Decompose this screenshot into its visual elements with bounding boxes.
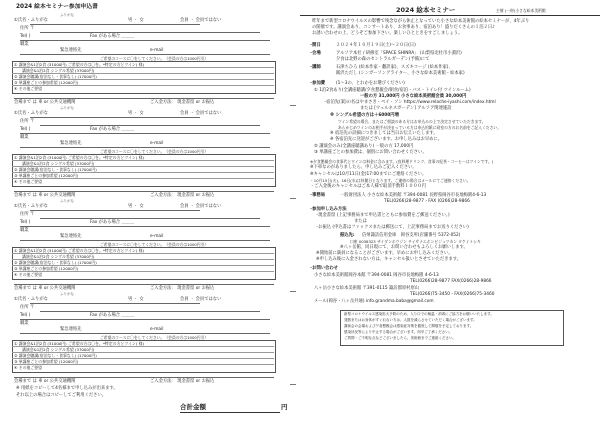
- furi: ふりがな: [60, 13, 74, 17]
- cut-mark: [290, 198, 296, 199]
- venue-dinner: 夕食は北野の森のセントラルガーデン(予備)にて: [336, 57, 430, 62]
- contact-okaya: 小さな絵本美術館岡谷本館 〒394-0081 岡谷市長地梅園 4-6-13: [314, 273, 439, 278]
- job: 職業: [20, 321, 29, 326]
- fee-option-2: ② 講演会のみ(全講座聴講あり) 一般の方 17,000円: [314, 144, 414, 149]
- tel: Tel( ): [20, 34, 31, 39]
- contact-okaya-tel: TEL(0266)28-9877 FAX(0266)28-9866: [410, 279, 492, 284]
- tel: Tel( ): [20, 313, 31, 318]
- name-label: ①氏名・ふりがな: [14, 18, 48, 23]
- course-head: ご希望のコースに〇をしてください。（会員の方は1000円引）: [100, 335, 209, 340]
- intro-line: の開催です。講演会あり、コンサートあり、お食事あり、宿泊あり！盛りだくさんの１泊２日♪: [312, 25, 495, 30]
- covid-notice: 感染状況等により中止する場合がございます。何卒ご了承ください。: [344, 330, 453, 334]
- furi: ふりがな: [60, 106, 74, 110]
- form-input-line[interactable]: [40, 32, 260, 33]
- name-label: ①氏名・ふりがな: [14, 111, 48, 116]
- lecturer-2: 飯沢ただし (シンガーソングライター、小さな絵本美術館・絵本家): [336, 71, 465, 76]
- office-tel: TEL(0266)28-9877・FAX (0266)28-9866: [384, 199, 470, 204]
- apply-transfer: ･お振込 (申込書はファックスまたは郵送にて、上記事務局までお送りください): [316, 225, 469, 230]
- opt5: ④ その他ご要望: [14, 272, 43, 277]
- furi: ふりがな: [60, 199, 74, 203]
- member: 会員 ・ 会員ではない: [180, 297, 222, 302]
- application-form: [0, 0, 296, 424]
- name-label: ①氏名・ふりがな: [14, 204, 48, 209]
- form-input-line[interactable]: [20, 133, 270, 134]
- form-input-line[interactable]: [20, 147, 270, 148]
- fee-single: ※ シングル希望の方は＋6000円増: [330, 113, 399, 118]
- course-option-row[interactable]: [12, 271, 274, 272]
- form-input-line[interactable]: [30, 24, 200, 25]
- furi: ふりがな: [60, 292, 74, 296]
- member: 会員 ・ 会員ではない: [180, 18, 222, 23]
- course-option-row[interactable]: [12, 85, 274, 86]
- fax: Fax がある場合 ＿＿＿: [90, 313, 135, 318]
- opt3: ② 講演会聴講(宿泊なし・食事なし) (17000円): [14, 353, 97, 358]
- opt1: ① 講演会&1泊2食 (31000円) ご希望の方は〇を。*特定の方とツイン( 様): [14, 341, 144, 346]
- address: 住所 〒: [20, 26, 35, 31]
- copy-note: ※ 用紙をコピーして4名様まで申し込みが出来ます。: [16, 386, 118, 391]
- fee-option-1: ① 1泊2食あり(全講座聴講/夕食懇親会/朝食/宿泊・バス・トイレ付 ツインルーム): [314, 88, 471, 93]
- fee-note: ※ 各宿泊先に送迎がございます。お申し込みはお早めに。: [330, 137, 443, 142]
- gender: 男 ・ 女: [128, 297, 144, 302]
- lecturer-label: ･講師: [310, 65, 321, 70]
- opt2: 講演会&1泊2食 シングル希望 (37000円): [22, 161, 95, 166]
- total-label: 合計金額: [180, 403, 206, 411]
- covid-notice: ご質問・ご不明な点などございましたら、美術館までご連絡ください。: [344, 336, 456, 340]
- address: 住所 〒: [20, 119, 35, 124]
- address: 住所 〒: [20, 305, 35, 310]
- contact: 緊急連絡先: [60, 234, 82, 239]
- course-option-row[interactable]: [12, 364, 274, 365]
- contact-yatsugatake: 八ヶ岳小さな絵本美術館 〒391-0115 諏訪郡原村原山: [314, 286, 420, 291]
- cut-mark: [290, 291, 296, 292]
- bank-account: 口座 0036323 ザイダンホウジン チイサナエホンビジュツカン タケイトシキ: [350, 239, 481, 244]
- opt2: 講演会&1泊2食 シングル希望 (37000円): [22, 68, 95, 73]
- cancel-policy: ※キャンセルは10月11日(金)17:00までにご連絡ください。: [310, 172, 427, 177]
- transport: 会場まで は 車 or 公共交通機関: [14, 286, 76, 291]
- opt4: ③ 単講座ごとの参加希望 (12000円): [14, 80, 79, 85]
- sponsor: 主催 (一財)小さな絵本美術館: [496, 8, 546, 13]
- opt1: ① 講演会&1泊2食 (31000円) ご希望の方は〇を。*特定の方とツイン( 様): [14, 248, 144, 253]
- bank-note: ※八ヶ岳館、同日現にて、お問い合わせもよろしくお願いします。: [340, 245, 468, 250]
- fee-footnote: ※下車なのがありましたら、申し込みご記入ください。: [310, 165, 417, 170]
- form-input-line[interactable]: [40, 218, 260, 219]
- form-input-line[interactable]: [20, 40, 270, 41]
- opt4: ③ 単講座ごとの参加希望 (12000円): [14, 359, 79, 364]
- pay: ご入金方法： 現金書留 or お振込: [150, 379, 215, 384]
- email: e-mail: [150, 48, 164, 53]
- email: e-mail: [150, 327, 164, 332]
- covid-notice: 講演会の会場および夕食懇親会は感染症対策を徹底して開催を予定しております。: [344, 324, 474, 328]
- opt4: ③ 単講座ごとの参加希望 (12000円): [14, 173, 79, 178]
- intro-line: お誘い合わせの上、どうぞご参加下さい。楽しいひとときをすごしましょう。: [312, 31, 463, 36]
- opt1: ① 講演会&1泊2食 (31000円) ご希望の方は〇を。*特定の方とツイン( 様): [14, 155, 144, 160]
- apply-or: または: [354, 219, 367, 224]
- pay: ご入金方法： 現金書留 or お振込: [150, 100, 215, 105]
- fee-hotel-alt: または [ウェルネスガーデン] アルソア関連施設: [360, 106, 452, 111]
- form-input-line[interactable]: [20, 54, 270, 55]
- yen-label: 円: [281, 403, 288, 411]
- form-input-line[interactable]: [14, 284, 274, 285]
- tel: Tel( ): [20, 220, 31, 225]
- job: 職業: [20, 42, 29, 47]
- info-title: 2024 絵本セミナー: [396, 6, 456, 14]
- opt5: ④ その他ご要望: [14, 365, 43, 370]
- fee-sub: (1～3の、とれかをお選びください): [336, 81, 405, 86]
- form-input-line[interactable]: [40, 311, 260, 312]
- transport: 会場まで は 車 or 公共交通機関: [14, 193, 76, 198]
- form-input-line[interactable]: [40, 125, 260, 126]
- member: 会員 ・ 会員ではない: [180, 111, 222, 116]
- form-input-line[interactable]: [20, 226, 270, 227]
- fax: Fax がある場合 ＿＿＿: [90, 34, 135, 39]
- job: 職業: [20, 228, 29, 233]
- notice: ※開始前に満員になることがございます。早めにお申し込みください。: [316, 251, 453, 256]
- notice: ※申し込み後に入金されない方は、キャンセル扱いとさせていただきます。: [316, 257, 462, 262]
- opt4: ③ 単講座ごとの参加希望 (12000円): [14, 266, 79, 271]
- opt2: 講演会&1泊2食 シングル希望 (37000円): [22, 254, 95, 259]
- tel: Tel( ): [20, 127, 31, 132]
- opt3: ② 講演会聴講(宿泊なし・食事なし) (17000円): [14, 167, 97, 172]
- email: e-mail: [150, 234, 164, 239]
- fax: Fax がある場合 ＿＿＿: [90, 220, 135, 225]
- office-address: 一般財団法人 小さな絵本美術館 〒394-0081 長野県岡谷市長地梅園4-6-13: [340, 193, 487, 198]
- pay: ご入金方法： 現金書留 or お振込: [150, 286, 215, 291]
- fee-note: ツイン希望の場合、またはご相談のある方はお申込みの上で決定させていただきます。: [338, 119, 486, 124]
- apply-cash: ･現金書留 (上記事務局まで申込書とともに参加費をご郵送ください。): [316, 213, 450, 218]
- cut-mark: [290, 384, 296, 385]
- fee-option-1-price: 一般の方 31,000円 小さな絵本美術館会員 30,000円: [360, 94, 467, 99]
- course-head: ご希望のコースに〇をしてください。（会員の方は1000円引）: [100, 242, 209, 247]
- pay: ご入金方法： 現金書留 or お振込: [150, 193, 215, 198]
- fee-footnote: ※夕食懇親会の食事代とワインは料金に含みます。(夜料理ドリンク、食事の紀茶・コーヒーはツインです。): [310, 159, 494, 164]
- form-title: 2024 絵本セミナー参加申込書: [16, 4, 98, 10]
- course-head: ご希望のコースに〇をしてください。（会員の方は1000円引）: [100, 56, 209, 61]
- contact-label: ･お問い合わせ: [310, 266, 338, 271]
- member: 会員 ・ 会員ではない: [180, 204, 222, 209]
- course-head: ご希望のコースに〇をしてください。（会員の方は1000円引）: [100, 149, 209, 154]
- form-input-line[interactable]: [14, 377, 274, 378]
- gender: 男 ・ 女: [128, 204, 144, 209]
- contact: 緊急連絡先: [60, 141, 82, 146]
- gender: 男 ・ 女: [128, 18, 144, 23]
- contact-email: メール(岡谷・八ヶ岳共通) info.grandma.baba@gmail.com: [314, 299, 434, 304]
- apply-label: ･参加申し込み方法: [310, 207, 347, 212]
- gender: 男 ・ 女: [128, 111, 144, 116]
- copy-note-2: それ以上の場合はコピーしてご利用ください。: [16, 393, 107, 398]
- form-input-line[interactable]: [14, 191, 274, 192]
- course-option-row[interactable]: [12, 178, 274, 179]
- form-input-line[interactable]: [20, 333, 270, 334]
- contact: 緊急連絡先: [60, 48, 82, 53]
- bank-name: 信州諏訪信用金庫 岡谷支所(店舗番号 5372-052): [362, 233, 461, 238]
- address: 住所 〒: [20, 212, 35, 217]
- title-rule: [300, 15, 600, 16]
- opt5: ④ その他ご要望: [14, 179, 43, 184]
- email: e-mail: [150, 141, 164, 146]
- fee-note: あらかじめツインのお相手が決まっている方は申込用紙に同室の方のお名前をご記入ください。: [338, 125, 501, 130]
- form-input-line[interactable]: [30, 210, 200, 211]
- form-input-line[interactable]: [30, 303, 200, 304]
- contact: 緊急連絡先: [60, 327, 82, 332]
- fee-label: ･参加費: [310, 81, 326, 86]
- form-input-line[interactable]: [30, 117, 200, 118]
- lecturer-1: 石津ちひろ (絵本作家・翻訳家)、スズキコージ (絵本作家)、: [336, 65, 453, 70]
- total-input[interactable]: [180, 412, 280, 413]
- form-input-line[interactable]: [20, 240, 270, 241]
- job: 職業: [20, 135, 29, 140]
- venue: アルソア本社 / 研修室「SPACE SHINRA」 (山梨県北杜市小淵沢): [336, 51, 462, 56]
- name-label: ①氏名・ふりがな: [14, 297, 48, 302]
- opt5: ④ その他ご要望: [14, 86, 43, 91]
- intro-line: 昨年まで新型コロナウイルスの影響で残念ながら休止となっていた小さな絵本美術館の絵本セミナーが、4年ぶり: [312, 19, 530, 24]
- fee-hotel: ･宿泊先(案)の名はやまさき・ペイ・ソン https://www.relache-iyashi.com/index.html: [324, 100, 496, 105]
- date-label: ･開日: [310, 43, 321, 48]
- cancel-note: ・ご入金後のキャンセルはご本人様で取消手数料１０００円: [310, 184, 427, 189]
- date: ２０２４年１０月１９日(土)～２０日(日): [336, 43, 416, 48]
- cancel-note: ・10月15日(火)、16日(水)は休館日となります。ご連絡の場合はメールにてご連絡ください。: [310, 178, 471, 183]
- transport: 会場まで は 車 or 公共交通機関: [14, 100, 76, 105]
- seminar-info: [300, 0, 602, 424]
- opt1: ① 講演会&1泊2食 (31000円) ご希望の方は〇を。*特定の方とツイン( 様): [14, 62, 144, 67]
- bank-label: 振込先:: [340, 233, 355, 238]
- venue-label: ･会場: [310, 51, 321, 56]
- covid-notice: 発熱またはお身体がすぐれない方は、人数を減らさせていただく場合がございます。: [344, 318, 477, 322]
- cut-mark: [290, 105, 296, 106]
- contact-yatsugatake-tel: TEL(0266)75-3450・FAX(0266)75-3460: [410, 292, 495, 297]
- opt3: ② 講演会聴講(宿泊なし・食事なし) (17000円): [14, 74, 97, 79]
- fee-note: ※ 宿泊先の詳細につきましては当日お伝えいたします。: [330, 131, 438, 136]
- fee-option-3: ③ 単講座ごとの参加費は、個別にお問い合わせください。: [314, 150, 427, 155]
- transport: 会場まで は 車 or 公共交通機関: [14, 379, 76, 384]
- form-input-line[interactable]: [20, 319, 270, 320]
- form-input-line[interactable]: [14, 98, 274, 99]
- fax: Fax がある場合 ＿＿＿: [90, 127, 135, 132]
- opt2: 講演会&1泊2食 シングル希望 (37000円): [22, 347, 95, 352]
- opt3: ② 講演会聴講(宿泊なし・食事なし) (17000円): [14, 260, 97, 265]
- covid-notice: 新型コロナウイルス感染拡大予防のため、入り口での検温・消毒にご協力をお願いいたします。: [344, 312, 494, 316]
- office-label: ･事務局: [310, 193, 326, 198]
